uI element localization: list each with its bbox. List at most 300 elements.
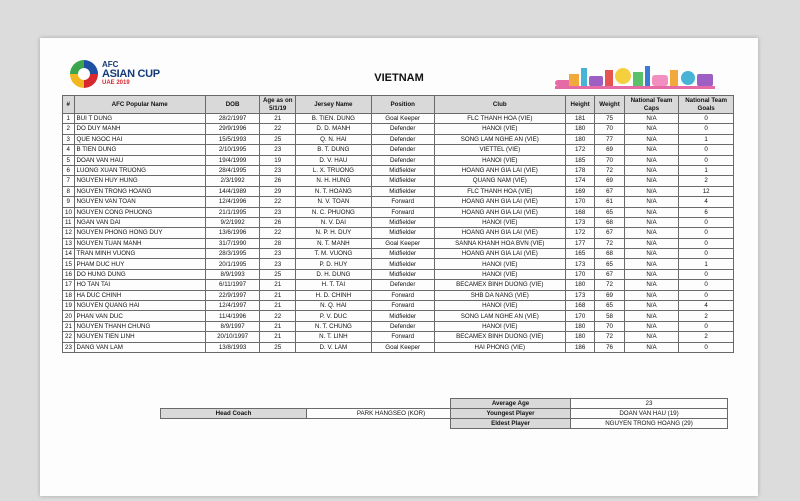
table-row xyxy=(63,217,734,227)
table-cell: 28/4/1995 xyxy=(205,165,260,175)
table-row xyxy=(63,165,734,175)
table-cell: 0 xyxy=(679,228,734,238)
average-age-value: 23 xyxy=(571,399,728,409)
table-cell: H. D. CHINH xyxy=(296,290,372,300)
table-cell: NGUYEN TUAN MANH xyxy=(74,238,205,248)
page-title: VIETNAM xyxy=(374,72,424,84)
table-cell: 19 xyxy=(63,301,75,311)
table-cell: SHB DA NANG (VIE) xyxy=(434,290,565,300)
table-cell: 16 xyxy=(63,269,75,279)
table-cell: NGUYEN THANH CHUNG xyxy=(74,321,205,331)
table-row xyxy=(63,249,734,259)
table-cell: 22 xyxy=(260,228,296,238)
table-cell: 170 xyxy=(565,269,594,279)
table-cell: NGUYEN TIEN LINH xyxy=(74,332,205,342)
table-cell: 70 xyxy=(595,321,624,331)
table-cell: HOANG ANH GIA LAI (VIE) xyxy=(434,207,565,217)
table-cell: NGUYEN HUY HUNG xyxy=(74,176,205,186)
table-cell: N. V. DAI xyxy=(296,217,372,227)
table-cell: 21 xyxy=(260,114,296,124)
table-cell: 70 xyxy=(595,124,624,134)
table-cell: 1 xyxy=(63,114,75,124)
table-cell: 69 xyxy=(595,176,624,186)
table-cell: 28 xyxy=(260,238,296,248)
table-row xyxy=(63,207,734,217)
table-cell: NGUYEN CONG PHUONG xyxy=(74,207,205,217)
table-cell: D. D. MANH xyxy=(296,124,372,134)
table-cell: 180 xyxy=(565,280,594,290)
table-cell: 173 xyxy=(565,259,594,269)
table-cell: 11/4/1996 xyxy=(205,311,260,321)
table-row xyxy=(63,238,734,248)
table-cell: 177 xyxy=(565,238,594,248)
table-cell: 2 xyxy=(679,176,734,186)
table-cell: HANOI (VIE) xyxy=(434,321,565,331)
table-cell: 185 xyxy=(565,155,594,165)
table-cell: 1 xyxy=(679,165,734,175)
table-cell: 0 xyxy=(679,114,734,124)
column-header: Height xyxy=(565,96,594,114)
table-cell: 69 xyxy=(595,145,624,155)
table-cell: 72 xyxy=(595,332,624,342)
table-cell: HOANG ANH GIA LAI (VIE) xyxy=(434,197,565,207)
table-cell: 67 xyxy=(595,186,624,196)
table-cell: 170 xyxy=(565,197,594,207)
table-cell: N/A xyxy=(624,197,679,207)
table-cell: 28/3/1995 xyxy=(205,249,260,259)
table-cell: 68 xyxy=(595,217,624,227)
table-cell: N/A xyxy=(624,311,679,321)
table-cell: N/A xyxy=(624,155,679,165)
table-cell: 19/4/1999 xyxy=(205,155,260,165)
table-cell: 2/3/1992 xyxy=(205,176,260,186)
coach-value: PARK HANGSEO (KOR) xyxy=(307,409,476,419)
table-cell: 4 xyxy=(679,301,734,311)
table-cell: N/A xyxy=(624,321,679,331)
table-cell: 6 xyxy=(63,165,75,175)
table-cell: 1 xyxy=(679,259,734,269)
table-cell: 3 xyxy=(63,134,75,144)
column-header: Jersey Name xyxy=(296,96,372,114)
table-cell: 25 xyxy=(260,134,296,144)
table-cell: 20/1/1995 xyxy=(205,259,260,269)
table-cell: B. TIEN. DUNG xyxy=(296,114,372,124)
column-header: National Team Caps xyxy=(624,96,679,114)
table-cell: 67 xyxy=(595,269,624,279)
table-cell: Q. N. HAI xyxy=(296,134,372,144)
table-cell: HO TAN TAI xyxy=(74,280,205,290)
table-cell: Forward xyxy=(371,332,434,342)
table-cell: 68 xyxy=(595,249,624,259)
table-row xyxy=(63,269,734,279)
table-cell: 22 xyxy=(260,197,296,207)
table-cell: 12 xyxy=(679,186,734,196)
table-cell: N/A xyxy=(624,238,679,248)
table-cell: 65 xyxy=(595,301,624,311)
youngest-player-label: Youngest Player xyxy=(451,409,571,419)
table-cell: D. V. HAU xyxy=(296,155,372,165)
table-cell: SONG LAM NGHE AN (VIE) xyxy=(434,311,565,321)
table-cell: 4 xyxy=(63,145,75,155)
table-cell: N/A xyxy=(624,290,679,300)
table-cell: 21 xyxy=(63,321,75,331)
table-cell: 15/5/1993 xyxy=(205,134,260,144)
table-cell: SANNA KHANH HOA BVN (VIE) xyxy=(434,238,565,248)
table-cell: 0 xyxy=(679,342,734,352)
column-header: AFC Popular Name xyxy=(74,96,205,114)
column-header: # xyxy=(63,96,75,114)
table-cell: BECAMEX BINH DUONG (VIE) xyxy=(434,332,565,342)
column-header: National Team Goals xyxy=(679,96,734,114)
table-cell: H. T. TAI xyxy=(296,280,372,290)
table-cell: BECAMEX BINH DUONG (VIE) xyxy=(434,280,565,290)
table-cell: 174 xyxy=(565,176,594,186)
table-cell: 67 xyxy=(595,228,624,238)
table-cell: 168 xyxy=(565,207,594,217)
table-row xyxy=(63,342,734,352)
table-cell: 65 xyxy=(595,259,624,269)
table-cell: 21 xyxy=(260,332,296,342)
table-row xyxy=(63,176,734,186)
table-cell: 8 xyxy=(63,186,75,196)
table-cell: 186 xyxy=(565,342,594,352)
table-row xyxy=(63,332,734,342)
table-cell: 23 xyxy=(260,207,296,217)
table-cell: 23 xyxy=(260,165,296,175)
table-cell: 75 xyxy=(595,114,624,124)
table-cell: 23 xyxy=(260,259,296,269)
table-cell: Defender xyxy=(371,124,434,134)
table-cell: N/A xyxy=(624,124,679,134)
table-cell: 7 xyxy=(63,176,75,186)
column-header: Weight xyxy=(595,96,624,114)
table-cell: FLC THANH HOA (VIE) xyxy=(434,186,565,196)
table-cell: 2 xyxy=(63,124,75,134)
table-cell: 0 xyxy=(679,145,734,155)
table-cell: 0 xyxy=(679,155,734,165)
table-cell: Forward xyxy=(371,290,434,300)
table-cell: VIETTEL (VIE) xyxy=(434,145,565,155)
table-cell: P. D. HUY xyxy=(296,259,372,269)
table-row xyxy=(63,290,734,300)
table-cell: HOANG ANH GIA LAI (VIE) xyxy=(434,165,565,175)
eldest-player-label: Eldest Player xyxy=(451,419,571,429)
table-cell: Goal Keeper xyxy=(371,114,434,124)
table-row xyxy=(63,321,734,331)
table-cell: 65 xyxy=(595,207,624,217)
uae-skyline-artwork-icon xyxy=(555,60,715,94)
table-cell: 72 xyxy=(595,165,624,175)
table-cell: 0 xyxy=(679,124,734,134)
table-cell: 170 xyxy=(565,311,594,321)
table-cell: Defender xyxy=(371,321,434,331)
table-cell: 25 xyxy=(260,269,296,279)
table-cell: 172 xyxy=(565,228,594,238)
table-cell: SONG LAM NGHE AN (VIE) xyxy=(434,134,565,144)
table-cell: N/A xyxy=(624,145,679,155)
table-cell: N/A xyxy=(624,301,679,311)
table-cell: 31/7/1990 xyxy=(205,238,260,248)
table-row xyxy=(63,301,734,311)
logo-line-3: UAE 2019 xyxy=(102,80,130,86)
table-cell: TRAN MINH VUONG xyxy=(74,249,205,259)
column-header: Position xyxy=(371,96,434,114)
table-cell: 14 xyxy=(63,249,75,259)
table-cell: N/A xyxy=(624,249,679,259)
table-cell: 23 xyxy=(63,342,75,352)
column-header: Age as on 5/1/19 xyxy=(260,96,296,114)
table-cell: HANOI (VIE) xyxy=(434,259,565,269)
table-cell: D. H. DUNG xyxy=(296,269,372,279)
table-cell: D. V. LAM xyxy=(296,342,372,352)
table-cell: T. M. VUONG xyxy=(296,249,372,259)
table-cell: 8/9/1993 xyxy=(205,269,260,279)
table-cell: QUE NGOC HAI xyxy=(74,134,205,144)
table-row xyxy=(63,155,734,165)
table-cell: 8/9/1997 xyxy=(205,321,260,331)
table-cell: 20 xyxy=(63,311,75,321)
table-cell: 12/4/1997 xyxy=(205,301,260,311)
table-cell: Forward xyxy=(371,207,434,217)
table-cell: 0 xyxy=(679,217,734,227)
table-cell: Forward xyxy=(371,301,434,311)
table-cell: 9/2/1992 xyxy=(205,217,260,227)
table-cell: N. T. HOANG xyxy=(296,186,372,196)
table-cell: N. Q. HAI xyxy=(296,301,372,311)
table-cell: 58 xyxy=(595,311,624,321)
table-cell: L. X. TRUONG xyxy=(296,165,372,175)
table-cell: N. T. CHUNG xyxy=(296,321,372,331)
column-header: DOB xyxy=(205,96,260,114)
table-cell: 0 xyxy=(679,280,734,290)
table-row xyxy=(63,134,734,144)
table-cell: 6 xyxy=(679,207,734,217)
table-cell: DO DUY MANH xyxy=(74,124,205,134)
table-cell: 20/10/1997 xyxy=(205,332,260,342)
table-cell: Midfielder xyxy=(371,228,434,238)
youngest-player-value: DOAN VAN HAU (19) xyxy=(571,409,728,419)
table-cell: 13/8/1993 xyxy=(205,342,260,352)
table-cell: 72 xyxy=(595,238,624,248)
table-cell: 1 xyxy=(679,134,734,144)
table-cell: N/A xyxy=(624,176,679,186)
table-cell: N/A xyxy=(624,165,679,175)
table-cell: P. V. DUC xyxy=(296,311,372,321)
table-cell: HA DUC CHINH xyxy=(74,290,205,300)
table-row xyxy=(63,228,734,238)
document-page xyxy=(40,38,758,496)
table-row xyxy=(63,186,734,196)
table-cell: 180 xyxy=(565,332,594,342)
table-cell: 169 xyxy=(565,186,594,196)
table-cell: Midfielder xyxy=(371,186,434,196)
table-cell: 181 xyxy=(565,114,594,124)
table-cell: 22 xyxy=(260,311,296,321)
table-cell: NGUYEN PHONG HONG DUY xyxy=(74,228,205,238)
table-cell: 180 xyxy=(565,134,594,144)
table-cell: HANOI (VIE) xyxy=(434,155,565,165)
table-cell: HANOI (VIE) xyxy=(434,217,565,227)
table-cell: 21 xyxy=(260,290,296,300)
table-cell: Midfielder xyxy=(371,217,434,227)
table-cell: 21/1/1995 xyxy=(205,207,260,217)
coach-table xyxy=(160,408,476,419)
table-cell: NGUYEN QUANG HAI xyxy=(74,301,205,311)
table-cell: HANOI (VIE) xyxy=(434,301,565,311)
table-cell: HOANG ANH GIA LAI (VIE) xyxy=(434,249,565,259)
table-cell: 2 xyxy=(679,311,734,321)
table-cell: N/A xyxy=(624,186,679,196)
table-cell: Midfielder xyxy=(371,311,434,321)
table-cell: 180 xyxy=(565,124,594,134)
table-cell: 22/9/1997 xyxy=(205,290,260,300)
table-cell: 0 xyxy=(679,321,734,331)
table-cell: 18 xyxy=(63,290,75,300)
table-row xyxy=(63,124,734,134)
eldest-player-value: NGUYEN TRONG HOANG (29) xyxy=(571,419,728,429)
table-cell: 11 xyxy=(63,217,75,227)
average-age-label: Average Age xyxy=(451,399,571,409)
table-cell: 21 xyxy=(260,280,296,290)
table-cell: LUONG XUAN TRUONG xyxy=(74,165,205,175)
table-cell: N. P. H. DUY xyxy=(296,228,372,238)
table-cell: Midfielder xyxy=(371,259,434,269)
table-cell: Defender xyxy=(371,145,434,155)
table-cell: N/A xyxy=(624,228,679,238)
table-row xyxy=(63,259,734,269)
table-cell: Goal Keeper xyxy=(371,238,434,248)
logo-line-1: AFC xyxy=(102,60,119,69)
table-cell: Midfielder xyxy=(371,269,434,279)
table-row xyxy=(63,280,734,290)
table-cell: 13 xyxy=(63,238,75,248)
table-cell: 25 xyxy=(260,342,296,352)
table-cell: PHAN VAN DUC xyxy=(74,311,205,321)
squad-stats-table xyxy=(450,398,728,429)
column-header: Club xyxy=(434,96,565,114)
table-cell: Defender xyxy=(371,280,434,290)
table-cell: N/A xyxy=(624,259,679,269)
table-cell: N/A xyxy=(624,280,679,290)
table-cell: 14/4/1989 xyxy=(205,186,260,196)
table-cell: 61 xyxy=(595,197,624,207)
table-cell: 21 xyxy=(260,321,296,331)
table-cell: 12 xyxy=(63,228,75,238)
table-cell: 23 xyxy=(260,145,296,155)
table-cell: B TIEN DUNG xyxy=(74,145,205,155)
table-cell: 0 xyxy=(679,238,734,248)
table-cell: 22 xyxy=(260,124,296,134)
table-cell: N/A xyxy=(624,269,679,279)
table-cell: 178 xyxy=(565,165,594,175)
table-cell: 70 xyxy=(595,155,624,165)
table-cell: HAI PHONG (VIE) xyxy=(434,342,565,352)
table-row xyxy=(63,197,734,207)
table-cell: 6/11/1997 xyxy=(205,280,260,290)
table-cell: 2 xyxy=(679,332,734,342)
table-cell: DANG VAN LAM xyxy=(74,342,205,352)
table-cell: HANOI (VIE) xyxy=(434,124,565,134)
table-cell: 0 xyxy=(679,269,734,279)
table-cell: DO HUNG DUNG xyxy=(74,269,205,279)
table-cell: NGUYEN TRONG HOANG xyxy=(74,186,205,196)
table-cell: 77 xyxy=(595,134,624,144)
table-cell: N. C. PHUONG xyxy=(296,207,372,217)
table-cell: 173 xyxy=(565,290,594,300)
table-cell: 4 xyxy=(679,197,734,207)
table-cell: Forward xyxy=(371,197,434,207)
table-cell: 165 xyxy=(565,249,594,259)
table-cell: 22 xyxy=(63,332,75,342)
table-cell: 10 xyxy=(63,207,75,217)
logo-line-2: ASIAN CUP xyxy=(102,68,160,80)
table-cell: 29 xyxy=(260,186,296,196)
table-cell: N/A xyxy=(624,114,679,124)
table-cell: PHAM DUC HUY xyxy=(74,259,205,269)
table-row xyxy=(63,311,734,321)
coach-label: Head Coach xyxy=(161,409,307,419)
table-cell: Defender xyxy=(371,134,434,144)
table-cell: 23 xyxy=(260,249,296,259)
table-cell: 168 xyxy=(565,301,594,311)
table-cell: 173 xyxy=(565,217,594,227)
table-cell: N. H. HUNG xyxy=(296,176,372,186)
table-cell: 69 xyxy=(595,290,624,300)
table-cell: 15 xyxy=(63,259,75,269)
table-cell: 13/6/1996 xyxy=(205,228,260,238)
table-cell: 26 xyxy=(260,176,296,186)
table-cell: NGAN VAN DAI xyxy=(74,217,205,227)
squad-table xyxy=(62,95,734,353)
table-cell: Goal Keeper xyxy=(371,342,434,352)
table-cell: 28/2/1997 xyxy=(205,114,260,124)
table-cell: 172 xyxy=(565,145,594,155)
table-cell: 72 xyxy=(595,280,624,290)
table-cell: 0 xyxy=(679,249,734,259)
table-header-row xyxy=(63,96,734,114)
table-cell: 17 xyxy=(63,280,75,290)
table-cell: B. T. DUNG xyxy=(296,145,372,155)
table-cell: HANOI (VIE) xyxy=(434,269,565,279)
table-cell: 21 xyxy=(260,301,296,311)
table-cell: N. T. LINH xyxy=(296,332,372,342)
table-row xyxy=(63,145,734,155)
table-cell: QUANG NAM (VIE) xyxy=(434,176,565,186)
table-cell: 180 xyxy=(565,321,594,331)
table-cell: 12/4/1996 xyxy=(205,197,260,207)
table-cell: N/A xyxy=(624,217,679,227)
table-cell: BUI T DUNG xyxy=(74,114,205,124)
table-cell: 2/10/1995 xyxy=(205,145,260,155)
table-cell: 5 xyxy=(63,155,75,165)
table-cell: N/A xyxy=(624,342,679,352)
table-cell: 9 xyxy=(63,197,75,207)
table-cell: N/A xyxy=(624,207,679,217)
table-cell: DOAN VAN HAU xyxy=(74,155,205,165)
table-cell: 29/9/1996 xyxy=(205,124,260,134)
table-cell: FLC THANH HOA (VIE) xyxy=(434,114,565,124)
table-cell: 19 xyxy=(260,155,296,165)
table-cell: HOANG ANH GIA LAI (VIE) xyxy=(434,228,565,238)
table-cell: Midfielder xyxy=(371,249,434,259)
table-cell: Defender xyxy=(371,155,434,165)
table-cell: N/A xyxy=(624,332,679,342)
table-cell: Midfielder xyxy=(371,176,434,186)
table-cell: N/A xyxy=(624,134,679,144)
table-cell: 0 xyxy=(679,290,734,300)
table-cell: NGUYEN VAN TOAN xyxy=(74,197,205,207)
table-cell: Midfielder xyxy=(371,165,434,175)
